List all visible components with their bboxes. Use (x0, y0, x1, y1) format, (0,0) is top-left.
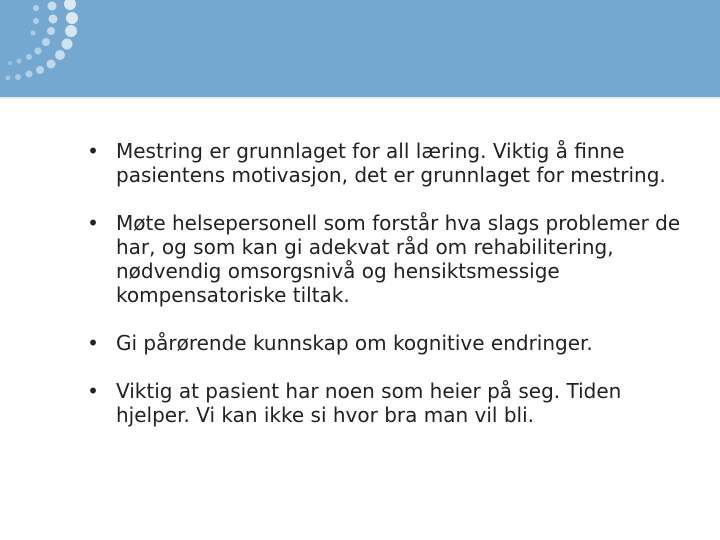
bullet-text: Gi pårørende kunnskap om kognitive endringer. (116, 331, 593, 355)
bullet-dot-icon: • (87, 379, 99, 403)
bullet-item (86, 331, 696, 355)
bullet-list (86, 139, 696, 427)
bullet-item (86, 139, 696, 187)
bullet-text: Viktig at pasient har noen som heier på seg. Tiden hjelper. Vi kan ikke si hvor bra man vil bli. (116, 379, 622, 427)
bullet-dot-icon: • (87, 139, 99, 163)
bullet-item (86, 211, 696, 307)
bullet-item (86, 379, 696, 427)
bullet-dot-icon: • (87, 211, 99, 235)
bullet-text: Mestring er grunnlaget for all læring. Viktig å finne pasientens motivasjon, det er grunnlaget for mestring. (116, 139, 666, 187)
bullet-text: Møte helsepersonell som forstår hva slags problemer de har, og som kan gi adekvat råd om rehabilitering, nødvendig omsorgsnivå og hensiktsmessige kompensatoriske tiltak. (116, 211, 681, 307)
header-divider (0, 97, 720, 99)
bullet-dot-icon: • (87, 331, 99, 355)
dotted-arc-decoration (0, 0, 720, 97)
header-band (0, 0, 720, 97)
slide-content (86, 139, 696, 427)
